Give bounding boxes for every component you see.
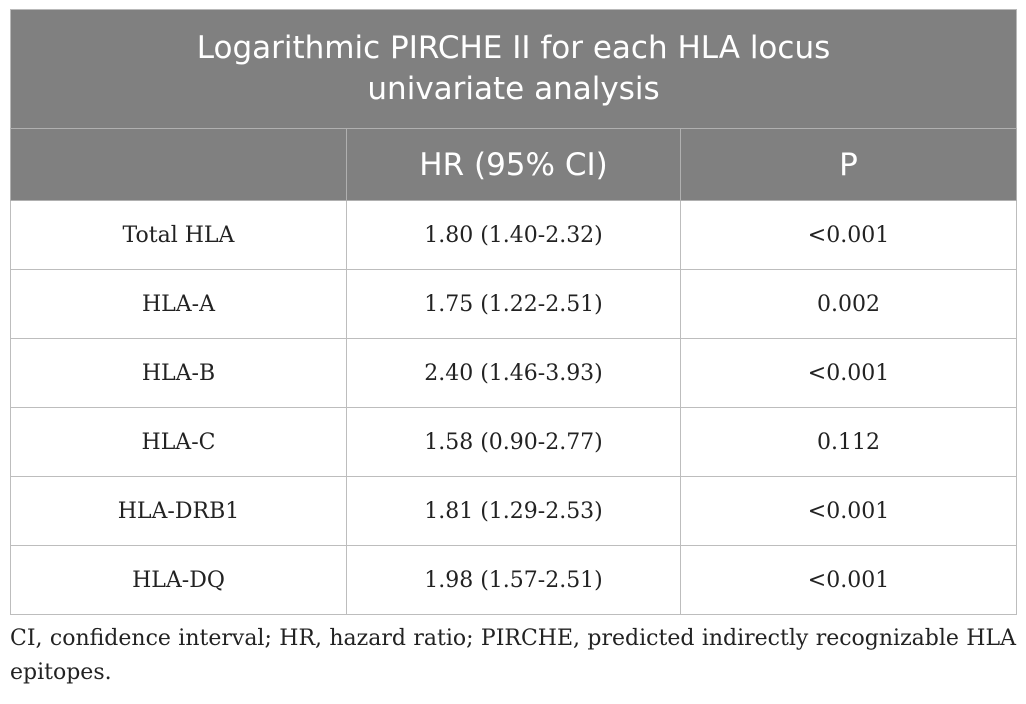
table-row — [11, 339, 1017, 408]
header-hr: HR (95% CI) — [347, 129, 681, 201]
row-hr: 1.80 (1.40-2.32) — [347, 201, 681, 270]
row-locus: HLA-C — [11, 408, 347, 477]
header-p: P — [681, 129, 1017, 201]
row-locus: HLA-DRB1 — [11, 477, 347, 546]
row-locus: HLA-DQ — [11, 546, 347, 615]
title-row — [11, 10, 1017, 129]
results-table — [10, 9, 1017, 615]
table-title-line1: Logarithmic PIRCHE II for each HLA locus — [196, 30, 831, 66]
row-locus: HLA-A — [11, 270, 347, 339]
results-table-container — [10, 9, 1016, 615]
table-row — [11, 201, 1017, 270]
row-hr: 1.98 (1.57-2.51) — [347, 546, 681, 615]
row-locus: HLA-B — [11, 339, 347, 408]
table-title-line2: univariate analysis — [367, 71, 660, 107]
row-p: <0.001 — [681, 477, 1017, 546]
table-row — [11, 546, 1017, 615]
table-title — [11, 10, 1017, 129]
row-hr: 2.40 (1.46-3.93) — [347, 339, 681, 408]
row-p: <0.001 — [681, 546, 1017, 615]
table-row — [11, 477, 1017, 546]
row-locus: Total HLA — [11, 201, 347, 270]
row-p: <0.001 — [681, 339, 1017, 408]
table-row — [11, 270, 1017, 339]
row-hr: 1.81 (1.29-2.53) — [347, 477, 681, 546]
row-p: 0.002 — [681, 270, 1017, 339]
row-hr: 1.58 (0.90-2.77) — [347, 408, 681, 477]
row-hr: 1.75 (1.22-2.51) — [347, 270, 681, 339]
table-row — [11, 408, 1017, 477]
header-locus — [11, 129, 347, 201]
table-footnote: CI, confidence interval; HR, hazard ratio; PIRCHE, predicted indirectly recognizable HLA epitopes. — [10, 626, 1016, 685]
row-p: 0.112 — [681, 408, 1017, 477]
header-row — [11, 129, 1017, 201]
row-p: <0.001 — [681, 201, 1017, 270]
